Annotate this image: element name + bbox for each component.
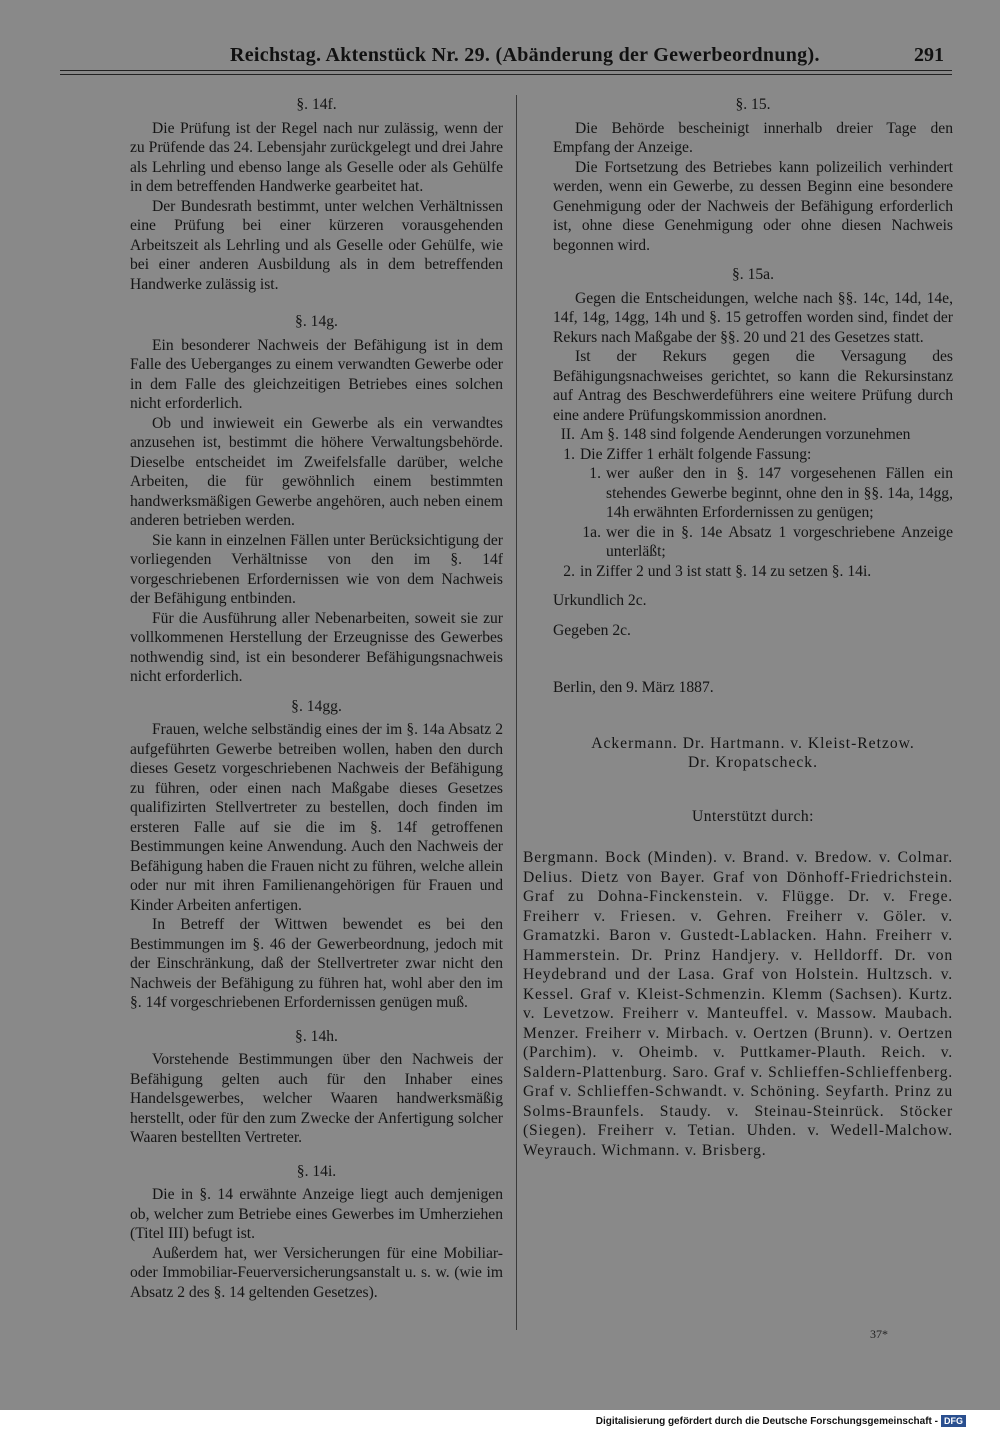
paragraph: Ist der Rekurs gegen die Versagung des Befähigungsnachweises gerichtet, so kann die Rekursinstanz auf Antrag des Beschwerdeführers eine weitere Prüfung durch eine andere Prüfungskommission anordnen.	[553, 348, 953, 424]
paragraph: Gegen die Entscheidungen, welche nach §§. 14c, 14d, 14e, 14f, 14g, 14gg, 14h und §. 15 getroffen worden sind, findet der Rekurs nach Maßgabe der §§. 20 und 21 des Gesetzes statt.	[553, 289, 953, 346]
item-number: II.	[560, 426, 575, 443]
header-rule	[60, 70, 952, 71]
footer-text: Digitalisierung gefördert durch die Deutsche Forschungsgemeinschaft -	[595, 1416, 938, 1427]
paragraph: Die Prüfung ist der Regel nach nur zulässig, wenn der zu Prüfende das 24. Lebensjahr zurückgelegt und drei Jahre als Lehrling und ebenso lange als Geselle oder als Gehülfe in dem betreffenden Handwerke gearbeitet hat.	[130, 119, 503, 195]
item-text: wer außer den in §. 147 vorgesehenen Fällen ein stehendes Gewerbe beginnt, ohne den in §§. 14a, 14gg, 14h erwähnten Erfordernissen zu genügen;	[606, 465, 953, 521]
list-item	[553, 464, 953, 523]
supported-by-heading: Unterstützt durch:	[691, 807, 815, 825]
supporters-list: Bergmann. Bock (Minden). v. Brand. v. Bredow. v. Colmar. Delius. Dietz von Bayer. Graf von Dönhoff-Friedrichstein. Graf zu Dohna-Finckenstein. v. Flügge. Dr. v. Frege. Freiherr v. Friesen. v. Gehren. Freiherr v. Göler. v. Gramatzki. Baron v. Gustedt-Lablacken. Hahn. Freiherr v. Hammerstein. Dr. Prinz Handjery. v. Helldorff. Dr. von Heydebrand und der Lasa. Graf von Holstein. Hultzsch. v. Kessel. Graf v. Kleist-Schmenzin. Klemm (Sachsen). Kurtz. v. Levetzow. Freiherr v. Manteuffel. v. Massow. Maubach. Menzer. Freiherr v. Mirbach. v. Oertzen (Brunn). v. Oertzen (Parchim). v. Oheimb. v. Puttkamer-Plauth. Reich. v. Saldern-Plattenburg. Saro. Graf v. Schlieffen-Schlieffenberg. Graf v. Schlieffen-Schwandt. v. Schöning. Seyfarth. Prinz zu Solms-Braunfels. Staudy. v. Steinau-Steinrück. Stöcker (Siegen). Freiherr v. Tetian. Uhden. v. Wedell-Malchow. Weyrauch. Wichmann. v. Brisberg.	[523, 849, 953, 1159]
section-heading: §. 15a.	[731, 266, 774, 283]
paragraph: Ob und inwieweit ein Gewerbe als ein verwandtes anzusehen ist, bestimmt die höhere Verwaltungsbehörde. Dieselbe entscheidet im Zweifelsfalle darüber, welche Arbeiten, die für gewöhnlich einem bestimmten handwerksmäßigen Gewerbe angehören, auch neben einem anderen betrieben werden.	[130, 414, 503, 529]
item-text: Die Ziffer 1 erhält folgende Fassung:	[580, 445, 812, 463]
section-heading: §. 14h.	[295, 1027, 338, 1045]
list-item	[553, 562, 953, 582]
formula-gegeben: Gegeben 2c.	[553, 621, 631, 639]
paragraph: Die Fortsetzung des Betriebes kann polizeilich verhindert werden, wenn ein Gewerbe, zu dessen Beginn eine besondere Genehmigung oder der Nachweis der Befähigung erforderlich ist, ohne diese Genehmigung oder ohne diesen Nachweis begonnen wird.	[553, 158, 953, 254]
paragraph: Sie kann in einzelnen Fällen unter Berücksichtigung der vorliegenden Verhältnisse von den im §. 14f vorgeschriebenen Erfordernissen wie von dem Nachweis der Befähigung entbinden.	[130, 531, 503, 607]
paragraph: Außerdem hat, wer Versicherungen für eine Mobiliar- oder Immobiliar-Feuerversicherungsanstalt u. s. w. (wie im Absatz 2 des §. 14 geltenden Gesetzes).	[130, 1244, 503, 1301]
left-column	[130, 95, 503, 1302]
section-heading: §. 14i.	[296, 1162, 337, 1180]
signature-mark: 37*	[870, 1327, 888, 1341]
header-rule	[60, 74, 952, 75]
header-title: Reichstag. Aktenstück Nr. 29. (Abänderung der Gewerbeordnung).	[230, 44, 820, 66]
signers-line: Dr. Kropatscheck.	[687, 754, 819, 771]
item-number: 2.	[563, 562, 575, 580]
item-number: 1a.	[582, 523, 601, 541]
amendment-list	[553, 425, 953, 581]
list-item	[553, 445, 953, 465]
footer	[596, 1415, 966, 1427]
section-heading: §. 14g.	[295, 313, 338, 330]
item-number: 1.	[589, 465, 601, 482]
section-heading: §. 14gg.	[291, 697, 342, 715]
running-header	[60, 44, 952, 80]
page-number: 291	[914, 44, 944, 66]
item-text: Am §. 148 sind folgende Aenderungen vorzunehmen	[580, 426, 911, 443]
item-number: 1.	[563, 445, 575, 463]
paragraph: Die Behörde bescheinigt innerhalb dreier Tage den Empfang der Anzeige.	[553, 119, 953, 156]
dfg-logo: DFG	[941, 1415, 966, 1427]
section-heading: §. 15.	[735, 96, 771, 113]
paragraph: Für die Ausführung aller Nebenarbeiten, soweit sie zur vollkommenen Herstellung der Erzeugnisse des Gewerbes nothwendig sind, ist ein besonderer Befähigungsnachweis nicht erforderlich.	[130, 609, 503, 685]
column-divider	[516, 95, 517, 1330]
formula-urkundlich: Urkundlich 2c.	[553, 592, 647, 609]
right-column	[523, 95, 953, 1160]
paragraph: Ein besonderer Nachweis der Befähigung ist in dem Falle des Ueberganges zu einem verwandten Gewerbe oder in dem Falle des gleichzeitigen Betriebes eines solchen nicht erforderlich.	[130, 336, 503, 412]
list-item	[553, 425, 953, 445]
paragraph: In Betreff der Wittwen bewendet es bei den Bestimmungen im §. 46 der Gewerbeordnung, jedoch mit der Einschränkung, daß der Stellvertreter zwar nicht den Nachweis der Befähigung zu führen hat, wohl aber den im §. 14f vorgeschriebenen Erfordernissen genügen muß.	[130, 916, 503, 1011]
date-line: Berlin, den 9. März 1887.	[553, 679, 714, 696]
section-heading: §. 14f.	[296, 96, 337, 113]
signers	[553, 734, 953, 773]
signers-line: Ackermann. Dr. Hartmann. v. Kleist-Retzow.	[591, 734, 915, 752]
paragraph: Der Bundesrath bestimmt, unter welchen Verhältnissen eine Prüfung bei einer kürzeren vorausgehenden Arbeitszeit als Lehrling und als Geselle oder Gehülfe, wie bei einer anderen Ausbildung als in dem betreffenden Handwerke zulässig ist.	[130, 197, 503, 293]
item-text: wer die in §. 14e Absatz 1 vorgeschriebene Anzeige unterläßt;	[606, 523, 953, 560]
paragraph: Frauen, welche selbständig eines der im §. 14a Absatz 2 aufgeführten Gewerbe betreiben wollen, haben den durch dieses Gesetz vorgeschriebenen Nachweis der Befähigung zu führen, oder einen nach Maßgabe dieses Gesetzes qualifizirten Stellvertreter zu bestellen, doch finden im ersteren Falle auf sie die im §. 14f getroffenen Bestimmungen keine Anwendung. Auch den Nachweis der Befähigung haben die Frauen nicht zu führen, welche allein oder nur mit ihren Familienangehörigen für Frauen und Kinder Arbeiten anfertigen.	[130, 721, 503, 914]
paragraph: Die in §. 14 erwähnte Anzeige liegt auch demjenigen ob, welcher zum Betriebe eines Gewerbes im Umherziehen (Titel III) befugt ist.	[130, 1186, 503, 1242]
paragraph: Vorstehende Bestimmungen über den Nachweis der Befähigung gelten auch für den Inhaber eines Handelsgewerbes, welcher Waaren handwerksmäßig herstellt, oder für den zum Zwecke der Anfertigung solcher Waaren bestellten Vertreter.	[130, 1051, 503, 1146]
list-item	[553, 523, 953, 562]
item-text: in Ziffer 2 und 3 ist statt §. 14 zu setzen §. 14i.	[580, 562, 872, 580]
